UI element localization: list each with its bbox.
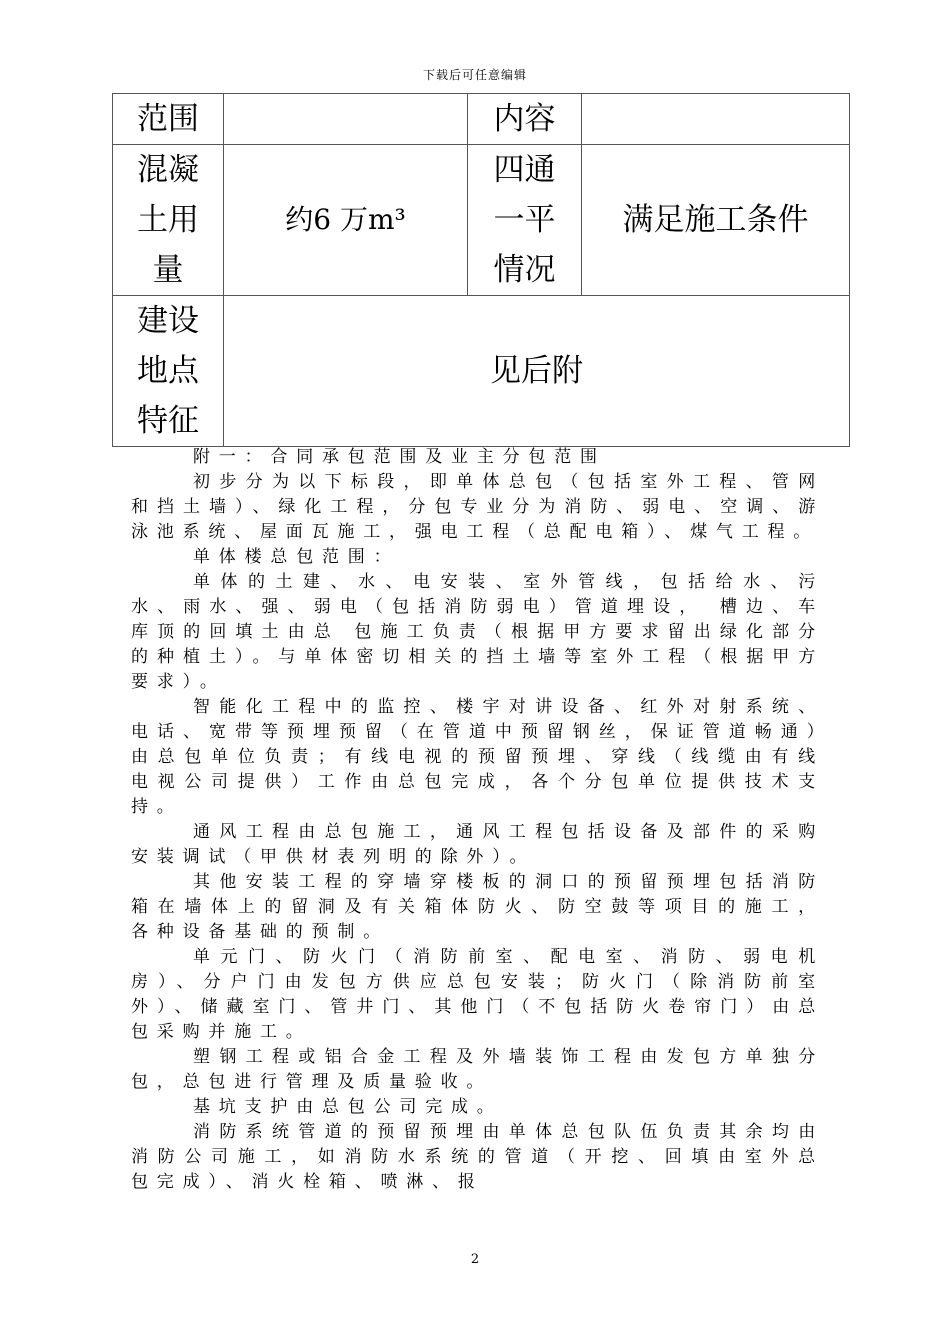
table-row xyxy=(113,94,850,145)
project-info-table xyxy=(112,93,850,447)
scope-value xyxy=(224,94,468,145)
paragraph: 单体的土建、水、电安装、室外管线，包括给水、污水、雨水、强、弱电（包括消防弱电）管道埋设， 槽边、车库顶的回填土由总 包施工负责（根据甲方要求留出绿化部分的种植土）。与单体密切相关的挡土墙等室外工程（根据甲方要求）。 xyxy=(131,572,824,692)
label-line: 地点 xyxy=(137,353,199,389)
paragraph: 单元门、防火门（消防前室、配电室、消防、弱电机房）、分户门由发包方供应总包安装；防火门（除消防前室外）、储藏室门、管井门、其他门（不包括防火卷帘门）由总包采购并施工。 xyxy=(131,947,824,1042)
paragraph: 初步分为以下标段，即单体总包（包括室外工程、管网和挡土墙）、绿化工程，分包专业分为消防、弱电、空调、游泳池系统、屋面瓦施工，强电工程（总配电箱）、煤气工程。 xyxy=(131,472,824,542)
label-line: 混凝 xyxy=(137,152,199,188)
page-number: 2 xyxy=(470,1252,480,1267)
paragraph: 基坑支护由总包公司完成。 xyxy=(193,1097,503,1117)
concrete-volume-value: 约6 万m³ xyxy=(224,145,468,296)
paragraph: 消防系统管道的预留预埋由单体总包队伍负责其余均由消防公司施工，如消防水系统的管道（开挖、回填由室外总包完成）、消火栓箱、喷淋、报 xyxy=(131,1122,824,1192)
paragraph: 单体楼总包范围： xyxy=(193,547,400,567)
label-line: 土用 xyxy=(137,202,199,238)
label-line: 量 xyxy=(152,252,184,288)
label-line: 一平 xyxy=(493,202,556,238)
contract-scope-text xyxy=(131,445,824,1195)
content-label: 内容 xyxy=(468,94,582,145)
table-row xyxy=(113,145,850,296)
label-line: 情况 xyxy=(493,252,556,288)
table-row xyxy=(113,296,850,447)
scope-label: 范围 xyxy=(113,94,224,145)
paragraph: 通风工程由总包施工，通风工程包括设备及部件的采购安装调试（甲供材表列明的除外）。 xyxy=(131,822,824,867)
header-note: 下载后可任意编辑 xyxy=(422,68,527,82)
content-value xyxy=(582,94,850,145)
paragraph: 智能化工程中的监控、楼宇对讲设备、红外对射系统、电话、宽带等预埋预留（在管道中预留钢丝，保证管道畅通）由总包单位负责；有线电视的预留预埋、穿线（线缆由有线电视公司提供）工作由总包完成，各个分包单位提供技术支持。 xyxy=(131,697,824,817)
paragraph: 其他安装工程的穿墙穿楼板的洞口的预留预埋包括消防箱在墙体上的留洞及有关箱体防火、防空鼓等项目的施工，各种设备基础的预制。 xyxy=(131,872,824,942)
site-readiness-label xyxy=(468,145,582,296)
paragraph: 塑钢工程或铝合金工程及外墙装饰工程由发包方单独分包，总包进行管理及质量验收。 xyxy=(131,1047,824,1092)
section-heading: 附一：合同承包范围及业主分包范围 xyxy=(193,447,606,467)
site-features-label xyxy=(113,296,224,447)
label-line: 特征 xyxy=(137,403,199,439)
site-features-value: 见后附 xyxy=(224,296,850,447)
label-line: 建设 xyxy=(137,303,199,339)
label-line: 四通 xyxy=(493,152,556,188)
concrete-volume-label xyxy=(113,145,224,296)
site-readiness-value: 满足施工条件 xyxy=(582,145,850,296)
